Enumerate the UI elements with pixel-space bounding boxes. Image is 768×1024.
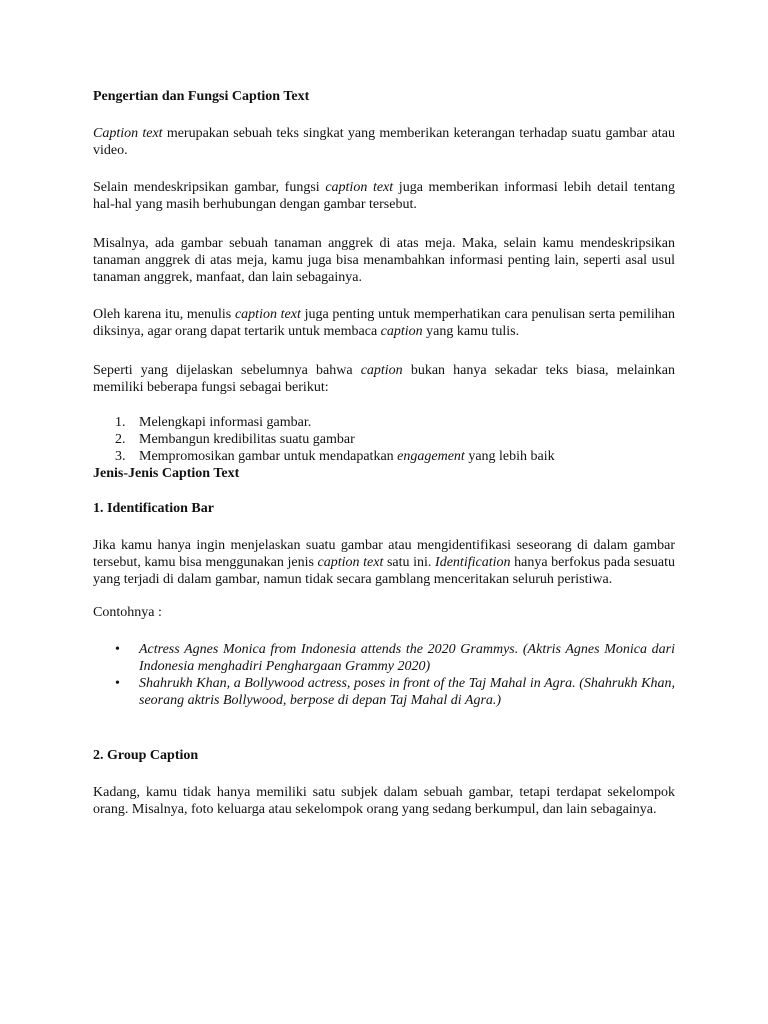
- list-item-text: Melengkapi informasi gambar.: [139, 415, 312, 430]
- paragraph-text: juga memberikan informasi lebih detail tentang hal-hal yang masih berhubungan dengan gambar tersebut.: [93, 180, 676, 212]
- paragraph-text: Selain mendeskripsikan gambar, fungsi: [93, 180, 326, 195]
- list-number: 1.: [115, 415, 126, 430]
- paragraph-caption-definition: [93, 125, 675, 159]
- list-item: [93, 675, 675, 709]
- list-item: [93, 431, 675, 448]
- functions-list: [93, 414, 675, 465]
- paragraph-caption-function: [93, 179, 675, 213]
- example-label: Contohnya :: [93, 605, 162, 620]
- document-page: [93, 88, 675, 818]
- bullet-icon: •: [115, 642, 120, 657]
- italic-term: Caption text: [93, 126, 163, 141]
- paragraph-text: merupakan sebuah teks singkat yang memberikan keterangan terhadap suatu gambar atau video.: [93, 126, 675, 158]
- italic-term: caption: [380, 324, 423, 339]
- paragraph-text: Jika kamu hanya ingin menjelaskan suatu gambar atau mengidentifikasi seseorang di dalam gambar tersebut, kamu bisa menggunakan jenis: [93, 538, 675, 570]
- section-heading: Jenis-Jenis Caption Text: [93, 466, 240, 481]
- italic-term: caption: [360, 363, 403, 378]
- paragraph-text: juga penting untuk memperhatikan cara penulisan serta pemilihan diksinya, agar orang dapat tertarik untuk membaca: [93, 307, 675, 339]
- italic-term: caption text: [325, 180, 394, 195]
- italic-term: Identification: [435, 555, 511, 570]
- list-item-text: Shahrukh Khan, a Bollywood actress, poses in front of the Taj Mahal in Agra. (Shahrukh Khan, seorang aktris Bollywood, berpose di depan Taj Mahal di Agra.): [139, 676, 675, 708]
- list-number: 2.: [115, 432, 126, 447]
- italic-term: engagement: [397, 449, 465, 464]
- document-title: Pengertian dan Fungsi Caption Text: [93, 89, 310, 104]
- italic-term: caption text: [317, 555, 384, 570]
- list-item-text: yang lebih baik: [464, 449, 555, 464]
- paragraph-text: Seperti yang dijelaskan sebelumnya bahwa: [93, 363, 361, 378]
- paragraph-text: Oleh karena itu, menulis: [93, 307, 235, 322]
- paragraph-text: hanya berfokus pada sesuatu yang terjadi di dalam gambar, namun tidak secara gamblang menceritakan seluruh peristiwa.: [93, 555, 676, 587]
- bullet-icon: •: [115, 676, 120, 691]
- list-item: [93, 414, 675, 431]
- list-item: [93, 641, 675, 675]
- paragraph-text: satu ini.: [383, 555, 436, 570]
- subheading-identification-bar: 1. Identification Bar: [93, 501, 214, 516]
- list-item-text: Actress Agnes Monica from Indonesia attends the 2020 Grammys. (Aktris Agnes Monica dari Indonesia menghadiri Penghargaan Grammy 2020): [139, 642, 675, 674]
- paragraph-identification-bar: [93, 537, 675, 588]
- list-item: [93, 448, 675, 465]
- paragraph-text: bukan hanya sekadar teks biasa, melainkan memiliki beberapa fungsi sebagai berikut:: [93, 363, 675, 395]
- paragraph-writing-importance: [93, 306, 675, 340]
- paragraph-functions-intro: [93, 362, 675, 396]
- list-item-text: Mempromosikan gambar untuk mendapatkan: [139, 449, 398, 464]
- subheading-group-caption: 2. Group Caption: [93, 748, 199, 763]
- paragraph-group-caption: Kadang, kamu tidak hanya memiliki satu subjek dalam sebuah gambar, tetapi terdapat sekelompok orang. Misalnya, foto keluarga atau sekelompok orang yang sedang berkumpul, dan lain sebagainya.: [93, 785, 675, 817]
- list-item-text: Membangun kredibilitas suatu gambar: [139, 432, 355, 447]
- italic-term: caption text: [234, 307, 301, 322]
- paragraph-example-orchid: Misalnya, ada gambar sebuah tanaman anggrek di atas meja. Maka, selain kamu mendeskripsikan tanaman anggrek di atas meja, kamu juga bisa menambahkan informasi penting lain, seperti asal usul tanaman anggrek, manfaat, dan lain sebagainya.: [93, 236, 675, 285]
- examples-list: [93, 641, 675, 709]
- list-number: 3.: [115, 449, 126, 464]
- paragraph-text: yang kamu tulis.: [422, 324, 520, 339]
